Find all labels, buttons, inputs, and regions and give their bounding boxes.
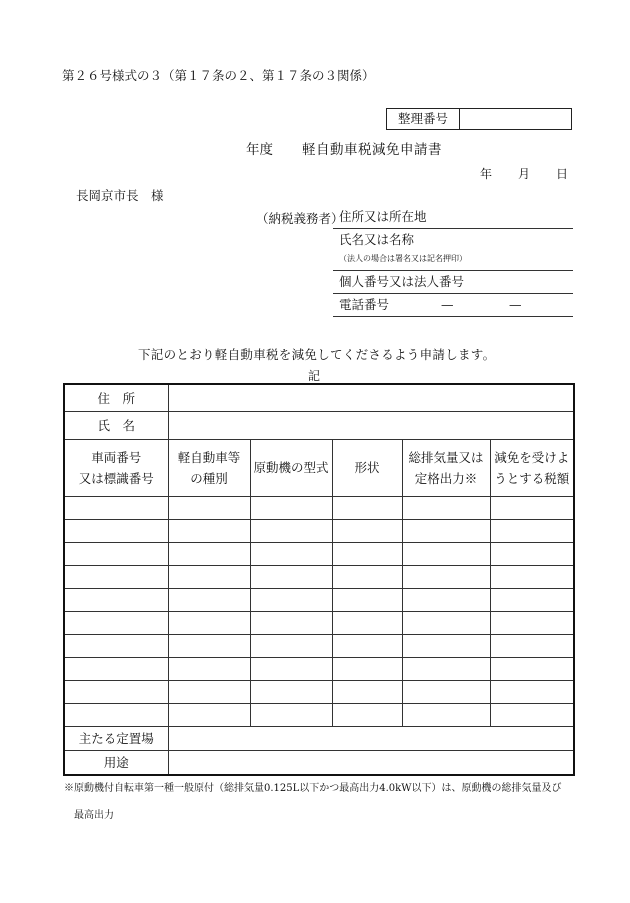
- storage-row: [64, 726, 574, 750]
- table-cell[interactable]: [250, 519, 332, 542]
- table-row: [64, 657, 574, 680]
- table-cell[interactable]: [250, 496, 332, 519]
- table-cell[interactable]: [332, 588, 402, 611]
- table-row: [64, 588, 574, 611]
- taxpayer-name-label: 氏名又は名称: [339, 232, 415, 247]
- table-cell[interactable]: [402, 680, 490, 703]
- phone-row[interactable]: [333, 294, 573, 317]
- table-cell[interactable]: [490, 703, 574, 726]
- storage-row-label: 主たる定置場: [64, 726, 168, 750]
- table-cell[interactable]: [250, 588, 332, 611]
- table-cell[interactable]: [168, 703, 250, 726]
- table-cell[interactable]: [402, 588, 490, 611]
- table-cell[interactable]: [402, 611, 490, 634]
- table-cell[interactable]: [64, 519, 168, 542]
- table-cell[interactable]: [64, 611, 168, 634]
- table-cell[interactable]: [168, 542, 250, 565]
- table-cell[interactable]: [168, 519, 250, 542]
- table-cell[interactable]: [402, 703, 490, 726]
- table-cell[interactable]: [490, 496, 574, 519]
- table-cell[interactable]: [490, 611, 574, 634]
- title-year: 年度: [246, 142, 273, 158]
- table-row: [64, 519, 574, 542]
- header-shape: 形状: [332, 439, 402, 496]
- table-cell[interactable]: [64, 496, 168, 519]
- table-cell[interactable]: [250, 680, 332, 703]
- header-vehicle-type: 軽自動車等 の種別: [168, 439, 250, 496]
- table-row: [64, 496, 574, 519]
- table-cell[interactable]: [168, 634, 250, 657]
- header-tax-amount: 減免を受けよ うとする税額: [490, 439, 574, 496]
- table-cell[interactable]: [250, 657, 332, 680]
- table-cell[interactable]: [332, 611, 402, 634]
- name-row: [64, 411, 574, 439]
- table-cell[interactable]: [250, 565, 332, 588]
- table-cell[interactable]: [402, 657, 490, 680]
- table-cell[interactable]: [332, 542, 402, 565]
- table-cell[interactable]: [250, 611, 332, 634]
- table-cell[interactable]: [64, 657, 168, 680]
- table-cell[interactable]: [332, 657, 402, 680]
- table-cell[interactable]: [332, 565, 402, 588]
- table-cell[interactable]: [490, 680, 574, 703]
- table-cell[interactable]: [332, 496, 402, 519]
- storage-input-cell[interactable]: [168, 726, 574, 750]
- table-cell[interactable]: [332, 680, 402, 703]
- table-cell[interactable]: [250, 634, 332, 657]
- table-cell[interactable]: [64, 634, 168, 657]
- header-displacement: 総排気量又は 定格出力※: [402, 439, 490, 496]
- table-cell[interactable]: [490, 542, 574, 565]
- table-cell[interactable]: [490, 519, 574, 542]
- personal-number-row[interactable]: [333, 271, 573, 294]
- table-header-row: [64, 439, 574, 496]
- table-cell[interactable]: [250, 542, 332, 565]
- table-cell[interactable]: [402, 565, 490, 588]
- table-cell[interactable]: [168, 657, 250, 680]
- table-row: [64, 703, 574, 726]
- date-month: 月: [518, 167, 531, 181]
- request-text: 下記のとおり軽自動車税を減免してくださるよう申請します。: [138, 347, 496, 362]
- name-row-label: 氏 名: [64, 411, 168, 439]
- reference-number-box: [386, 108, 572, 130]
- usage-row: [64, 750, 574, 775]
- table-cell[interactable]: [64, 680, 168, 703]
- address-row-label: 住 所: [64, 384, 168, 411]
- table-cell[interactable]: [402, 542, 490, 565]
- address-input-cell[interactable]: [168, 384, 574, 411]
- header-engine-model: 原動機の型式: [250, 439, 332, 496]
- header-vehicle-number: 車両番号 又は標識番号: [64, 439, 168, 496]
- usage-input-cell[interactable]: [168, 750, 574, 775]
- taxpayer-address-label: 住所又は所在地: [339, 209, 427, 224]
- table-cell[interactable]: [490, 588, 574, 611]
- table-cell[interactable]: [168, 611, 250, 634]
- usage-row-label: 用途: [64, 750, 168, 775]
- table-cell[interactable]: [402, 496, 490, 519]
- table-cell[interactable]: [402, 634, 490, 657]
- date-day: 日: [556, 167, 569, 181]
- table-cell[interactable]: [490, 565, 574, 588]
- phone-separator-1: —: [441, 297, 454, 312]
- table-cell[interactable]: [250, 703, 332, 726]
- form-number: 第２６号様式の３（第１７条の２、第１７条の３関係）: [62, 68, 375, 83]
- date-year: 年: [480, 167, 493, 181]
- footnote-line-2: 最高出力: [74, 810, 114, 821]
- table-cell[interactable]: [168, 496, 250, 519]
- reference-number-label: 整理番号: [387, 109, 460, 129]
- table-row: [64, 542, 574, 565]
- taxpayer-address-row[interactable]: [333, 207, 573, 229]
- table-cell[interactable]: [64, 542, 168, 565]
- table-cell[interactable]: [490, 634, 574, 657]
- phone-label: 電話番号: [339, 297, 390, 312]
- reference-number-field[interactable]: [460, 109, 571, 129]
- table-row: [64, 611, 574, 634]
- table-cell[interactable]: [64, 565, 168, 588]
- table-row: [64, 565, 574, 588]
- personal-number-label: 個人番号又は法人番号: [339, 274, 465, 289]
- footnote-line-1: ※原動機付自転車第一種一般原付（総排気量0.125L以下かつ最高出力4.0kW以下）は、原動機の総排気量及び: [64, 783, 562, 794]
- ki-label: 記: [308, 369, 321, 383]
- table-cell[interactable]: [168, 588, 250, 611]
- table-cell[interactable]: [64, 703, 168, 726]
- table-cell[interactable]: [168, 565, 250, 588]
- table-cell[interactable]: [64, 588, 168, 611]
- corporate-signature-note: （法人の場合は署名又は記名押印）: [339, 254, 467, 263]
- table-cell[interactable]: [332, 519, 402, 542]
- vehicle-table: [63, 383, 575, 776]
- table-cell[interactable]: [490, 657, 574, 680]
- table-cell[interactable]: [332, 634, 402, 657]
- taxpayer-label: （納税義務者）: [256, 211, 344, 226]
- table-row: [64, 634, 574, 657]
- table-cell[interactable]: [332, 703, 402, 726]
- page-title: 軽自動車税減免申請書: [302, 142, 442, 158]
- table-cell[interactable]: [168, 680, 250, 703]
- name-input-cell[interactable]: [168, 411, 574, 439]
- taxpayer-name-row[interactable]: [333, 229, 573, 271]
- table-row: [64, 680, 574, 703]
- addressee: 長岡京市長 様: [76, 188, 164, 203]
- phone-separator-2: —: [509, 297, 522, 312]
- table-cell[interactable]: [402, 519, 490, 542]
- address-row: [64, 384, 574, 411]
